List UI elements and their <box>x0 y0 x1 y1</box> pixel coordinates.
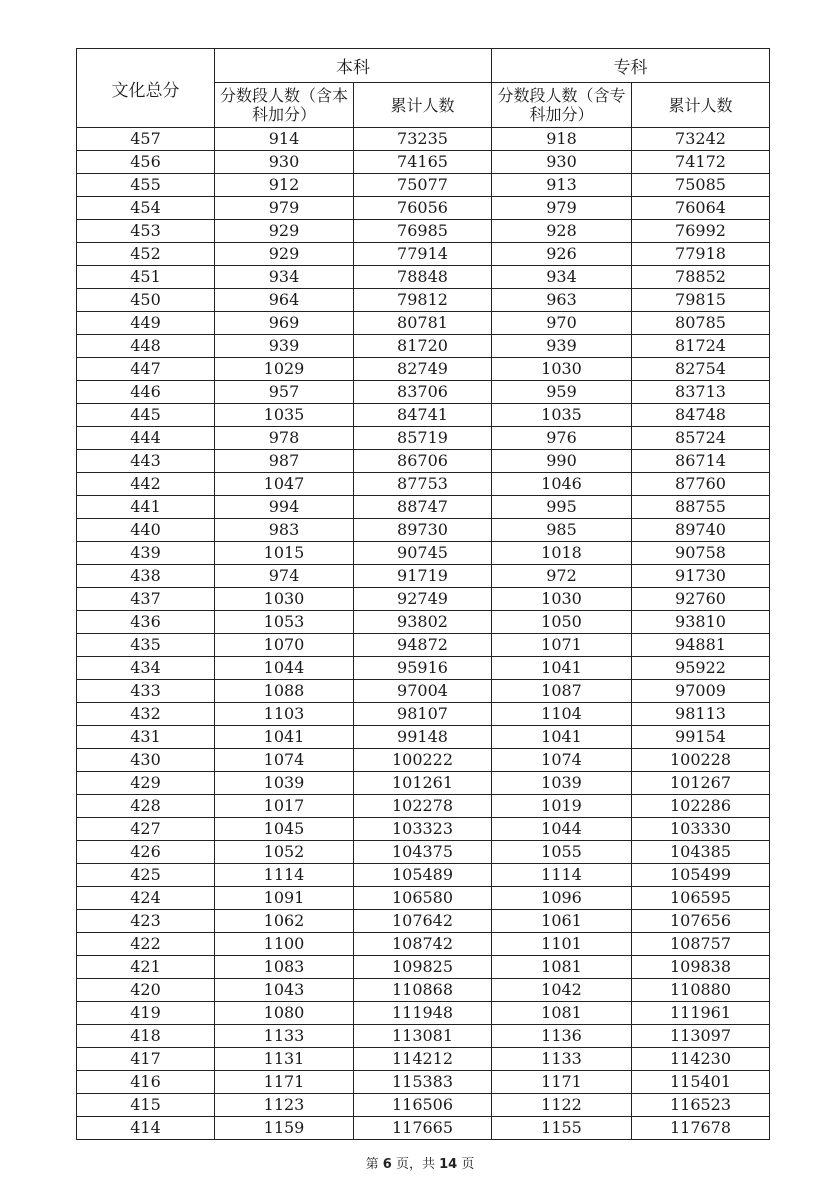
cell-junior-cumulative: 78852 <box>632 266 770 289</box>
cell-junior-segment: 1081 <box>492 956 632 979</box>
score-distribution-table <box>76 48 770 1140</box>
cell-undergrad-cumulative: 83706 <box>354 381 492 404</box>
cell-junior-segment: 930 <box>492 151 632 174</box>
table-row <box>77 657 770 680</box>
cell-undergrad-segment: 1100 <box>215 933 354 956</box>
cell-undergrad-segment: 1114 <box>215 864 354 887</box>
cell-undergrad-cumulative: 117665 <box>354 1117 492 1140</box>
table-row <box>77 519 770 542</box>
cell-junior-cumulative: 92760 <box>632 588 770 611</box>
footer-prefix: 第 <box>365 1157 379 1172</box>
cell-junior-segment: 990 <box>492 450 632 473</box>
cell-junior-cumulative: 76992 <box>632 220 770 243</box>
cell-undergrad-segment: 1103 <box>215 703 354 726</box>
cell-junior-segment: 1136 <box>492 1025 632 1048</box>
cell-total-score: 436 <box>77 611 215 634</box>
table-row <box>77 680 770 703</box>
cell-total-score: 432 <box>77 703 215 726</box>
cell-junior-cumulative: 75085 <box>632 174 770 197</box>
cell-undergrad-segment: 1017 <box>215 795 354 818</box>
cell-undergrad-segment: 1044 <box>215 657 354 680</box>
cell-undergrad-cumulative: 90745 <box>354 542 492 565</box>
cell-total-score: 419 <box>77 1002 215 1025</box>
cell-junior-cumulative: 116523 <box>632 1094 770 1117</box>
cell-undergrad-segment: 987 <box>215 450 354 473</box>
cell-junior-cumulative: 99154 <box>632 726 770 749</box>
table-row <box>77 358 770 381</box>
header-group-junior: 专科 <box>492 49 770 83</box>
cell-junior-cumulative: 106595 <box>632 887 770 910</box>
table-row <box>77 427 770 450</box>
cell-junior-segment: 970 <box>492 312 632 335</box>
cell-junior-cumulative: 97009 <box>632 680 770 703</box>
table-row <box>77 1094 770 1117</box>
cell-total-score: 430 <box>77 749 215 772</box>
table-row <box>77 266 770 289</box>
cell-junior-segment: 1030 <box>492 358 632 381</box>
cell-undergrad-cumulative: 78848 <box>354 266 492 289</box>
cell-junior-segment: 1096 <box>492 887 632 910</box>
cell-total-score: 437 <box>77 588 215 611</box>
cell-undergrad-cumulative: 76985 <box>354 220 492 243</box>
table-row <box>77 128 770 151</box>
table-header <box>77 49 770 128</box>
cell-junior-segment: 1171 <box>492 1071 632 1094</box>
cell-junior-cumulative: 76064 <box>632 197 770 220</box>
cell-junior-segment: 1030 <box>492 588 632 611</box>
cell-undergrad-cumulative: 85719 <box>354 427 492 450</box>
table-row <box>77 243 770 266</box>
table-row <box>77 289 770 312</box>
cell-undergrad-segment: 930 <box>215 151 354 174</box>
table-row <box>77 450 770 473</box>
cell-junior-segment: 979 <box>492 197 632 220</box>
cell-undergrad-segment: 983 <box>215 519 354 542</box>
cell-undergrad-segment: 1088 <box>215 680 354 703</box>
cell-total-score: 446 <box>77 381 215 404</box>
cell-undergrad-segment: 979 <box>215 197 354 220</box>
table-row <box>77 772 770 795</box>
table-row <box>77 197 770 220</box>
cell-undergrad-cumulative: 102278 <box>354 795 492 818</box>
cell-junior-cumulative: 79815 <box>632 289 770 312</box>
cell-junior-cumulative: 107656 <box>632 910 770 933</box>
cell-undergrad-cumulative: 73235 <box>354 128 492 151</box>
table-row <box>77 381 770 404</box>
cell-total-score: 423 <box>77 910 215 933</box>
cell-junior-cumulative: 85724 <box>632 427 770 450</box>
cell-junior-cumulative: 77918 <box>632 243 770 266</box>
cell-undergrad-cumulative: 87753 <box>354 473 492 496</box>
cell-junior-cumulative: 90758 <box>632 542 770 565</box>
cell-junior-cumulative: 104385 <box>632 841 770 864</box>
cell-junior-segment: 1019 <box>492 795 632 818</box>
cell-undergrad-segment: 934 <box>215 266 354 289</box>
cell-junior-segment: 959 <box>492 381 632 404</box>
cell-undergrad-cumulative: 110868 <box>354 979 492 1002</box>
cell-undergrad-cumulative: 108742 <box>354 933 492 956</box>
cell-undergrad-segment: 1043 <box>215 979 354 1002</box>
cell-undergrad-segment: 957 <box>215 381 354 404</box>
cell-undergrad-cumulative: 82749 <box>354 358 492 381</box>
cell-undergrad-segment: 974 <box>215 565 354 588</box>
cell-undergrad-cumulative: 77914 <box>354 243 492 266</box>
table-body <box>77 128 770 1140</box>
cell-total-score: 415 <box>77 1094 215 1117</box>
header-group-undergrad: 本科 <box>215 49 492 83</box>
cell-junior-cumulative: 100228 <box>632 749 770 772</box>
cell-total-score: 428 <box>77 795 215 818</box>
cell-junior-cumulative: 93810 <box>632 611 770 634</box>
table-row <box>77 174 770 197</box>
cell-junior-cumulative: 95922 <box>632 657 770 680</box>
cell-undergrad-cumulative: 113081 <box>354 1025 492 1048</box>
cell-undergrad-segment: 994 <box>215 496 354 519</box>
table-row <box>77 933 770 956</box>
cell-junior-segment: 1155 <box>492 1117 632 1140</box>
table-row <box>77 887 770 910</box>
cell-total-score: 420 <box>77 979 215 1002</box>
footer-page-number: 6 <box>382 1157 392 1172</box>
footer-total-pages: 14 <box>439 1157 458 1172</box>
cell-total-score: 454 <box>77 197 215 220</box>
table-row <box>77 841 770 864</box>
cell-undergrad-cumulative: 81720 <box>354 335 492 358</box>
cell-total-score: 425 <box>77 864 215 887</box>
cell-undergrad-segment: 1029 <box>215 358 354 381</box>
cell-undergrad-cumulative: 86706 <box>354 450 492 473</box>
cell-total-score: 443 <box>77 450 215 473</box>
cell-total-score: 433 <box>77 680 215 703</box>
cell-junior-cumulative: 86714 <box>632 450 770 473</box>
cell-junior-cumulative: 74172 <box>632 151 770 174</box>
cell-junior-segment: 939 <box>492 335 632 358</box>
cell-undergrad-cumulative: 84741 <box>354 404 492 427</box>
cell-junior-segment: 1061 <box>492 910 632 933</box>
cell-junior-cumulative: 108757 <box>632 933 770 956</box>
cell-junior-segment: 1104 <box>492 703 632 726</box>
cell-undergrad-segment: 1035 <box>215 404 354 427</box>
cell-junior-segment: 1133 <box>492 1048 632 1071</box>
cell-undergrad-segment: 1083 <box>215 956 354 979</box>
cell-total-score: 448 <box>77 335 215 358</box>
cell-undergrad-segment: 1133 <box>215 1025 354 1048</box>
table-row <box>77 151 770 174</box>
cell-junior-cumulative: 81724 <box>632 335 770 358</box>
cell-undergrad-cumulative: 99148 <box>354 726 492 749</box>
table-row <box>77 496 770 519</box>
cell-undergrad-segment: 1052 <box>215 841 354 864</box>
cell-total-score: 427 <box>77 818 215 841</box>
cell-junior-segment: 1101 <box>492 933 632 956</box>
cell-junior-segment: 1114 <box>492 864 632 887</box>
cell-total-score: 455 <box>77 174 215 197</box>
cell-junior-cumulative: 113097 <box>632 1025 770 1048</box>
cell-undergrad-cumulative: 109825 <box>354 956 492 979</box>
cell-total-score: 445 <box>77 404 215 427</box>
table-row <box>77 795 770 818</box>
cell-undergrad-segment: 1091 <box>215 887 354 910</box>
cell-total-score: 429 <box>77 772 215 795</box>
header-junior-segment: 分数段人数（含专科加分） <box>492 83 632 128</box>
table-row <box>77 220 770 243</box>
cell-undergrad-cumulative: 111948 <box>354 1002 492 1025</box>
cell-junior-cumulative: 87760 <box>632 473 770 496</box>
cell-junior-cumulative: 91730 <box>632 565 770 588</box>
cell-total-score: 416 <box>77 1071 215 1094</box>
cell-junior-cumulative: 115401 <box>632 1071 770 1094</box>
cell-junior-cumulative: 101267 <box>632 772 770 795</box>
cell-junior-cumulative: 89740 <box>632 519 770 542</box>
table-row <box>77 818 770 841</box>
cell-undergrad-segment: 929 <box>215 220 354 243</box>
table-row <box>77 1117 770 1140</box>
cell-junior-segment: 1018 <box>492 542 632 565</box>
cell-junior-cumulative: 117678 <box>632 1117 770 1140</box>
cell-undergrad-segment: 914 <box>215 128 354 151</box>
table-row <box>77 726 770 749</box>
cell-undergrad-cumulative: 79812 <box>354 289 492 312</box>
cell-junior-cumulative: 80785 <box>632 312 770 335</box>
cell-junior-cumulative: 105499 <box>632 864 770 887</box>
cell-undergrad-cumulative: 74165 <box>354 151 492 174</box>
cell-total-score: 418 <box>77 1025 215 1048</box>
cell-junior-cumulative: 110880 <box>632 979 770 1002</box>
cell-total-score: 440 <box>77 519 215 542</box>
cell-junior-cumulative: 109838 <box>632 956 770 979</box>
cell-junior-segment: 972 <box>492 565 632 588</box>
cell-junior-segment: 995 <box>492 496 632 519</box>
cell-junior-cumulative: 111961 <box>632 1002 770 1025</box>
cell-junior-segment: 1050 <box>492 611 632 634</box>
cell-total-score: 434 <box>77 657 215 680</box>
cell-undergrad-cumulative: 94872 <box>354 634 492 657</box>
cell-undergrad-cumulative: 93802 <box>354 611 492 634</box>
cell-undergrad-segment: 1062 <box>215 910 354 933</box>
cell-undergrad-cumulative: 104375 <box>354 841 492 864</box>
cell-undergrad-segment: 912 <box>215 174 354 197</box>
cell-junior-segment: 1035 <box>492 404 632 427</box>
cell-junior-cumulative: 84748 <box>632 404 770 427</box>
table-row <box>77 1025 770 1048</box>
cell-junior-segment: 928 <box>492 220 632 243</box>
cell-junior-cumulative: 103330 <box>632 818 770 841</box>
table-row <box>77 335 770 358</box>
cell-total-score: 450 <box>77 289 215 312</box>
cell-junior-segment: 976 <box>492 427 632 450</box>
table-row <box>77 1002 770 1025</box>
cell-total-score: 438 <box>77 565 215 588</box>
cell-junior-cumulative: 98113 <box>632 703 770 726</box>
cell-undergrad-cumulative: 92749 <box>354 588 492 611</box>
cell-undergrad-segment: 1080 <box>215 1002 354 1025</box>
cell-undergrad-segment: 1039 <box>215 772 354 795</box>
cell-undergrad-cumulative: 101261 <box>354 772 492 795</box>
table-row <box>77 910 770 933</box>
cell-total-score: 435 <box>77 634 215 657</box>
cell-junior-segment: 913 <box>492 174 632 197</box>
cell-undergrad-cumulative: 100222 <box>354 749 492 772</box>
cell-undergrad-segment: 1015 <box>215 542 354 565</box>
table-row <box>77 312 770 335</box>
cell-undergrad-cumulative: 97004 <box>354 680 492 703</box>
cell-junior-segment: 926 <box>492 243 632 266</box>
cell-total-score: 452 <box>77 243 215 266</box>
cell-junior-cumulative: 88755 <box>632 496 770 519</box>
cell-total-score: 449 <box>77 312 215 335</box>
table-row <box>77 588 770 611</box>
cell-undergrad-segment: 1047 <box>215 473 354 496</box>
cell-undergrad-cumulative: 105489 <box>354 864 492 887</box>
table-row <box>77 864 770 887</box>
cell-junior-segment: 918 <box>492 128 632 151</box>
cell-junior-segment: 1041 <box>492 657 632 680</box>
cell-junior-segment: 1044 <box>492 818 632 841</box>
cell-undergrad-cumulative: 114212 <box>354 1048 492 1071</box>
cell-undergrad-cumulative: 103323 <box>354 818 492 841</box>
table-row <box>77 1048 770 1071</box>
cell-junior-segment: 1041 <box>492 726 632 749</box>
cell-undergrad-segment: 1045 <box>215 818 354 841</box>
table-row <box>77 473 770 496</box>
cell-total-score: 422 <box>77 933 215 956</box>
header-total-score: 文化总分 <box>77 49 215 128</box>
cell-undergrad-segment: 1041 <box>215 726 354 749</box>
cell-undergrad-segment: 1030 <box>215 588 354 611</box>
cell-total-score: 456 <box>77 151 215 174</box>
cell-total-score: 421 <box>77 956 215 979</box>
header-junior-cumulative: 累计人数 <box>632 83 770 128</box>
footer-suffix: 页 <box>461 1157 475 1172</box>
table-row <box>77 404 770 427</box>
cell-undergrad-segment: 1159 <box>215 1117 354 1140</box>
cell-undergrad-segment: 939 <box>215 335 354 358</box>
cell-junior-cumulative: 82754 <box>632 358 770 381</box>
cell-total-score: 444 <box>77 427 215 450</box>
cell-junior-segment: 1055 <box>492 841 632 864</box>
cell-undergrad-cumulative: 75077 <box>354 174 492 197</box>
cell-junior-segment: 1039 <box>492 772 632 795</box>
cell-undergrad-cumulative: 91719 <box>354 565 492 588</box>
cell-junior-segment: 1081 <box>492 1002 632 1025</box>
header-undergrad-cumulative: 累计人数 <box>354 83 492 128</box>
cell-total-score: 457 <box>77 128 215 151</box>
cell-junior-segment: 1074 <box>492 749 632 772</box>
cell-total-score: 439 <box>77 542 215 565</box>
cell-undergrad-segment: 1053 <box>215 611 354 634</box>
cell-junior-segment: 1122 <box>492 1094 632 1117</box>
cell-undergrad-cumulative: 95916 <box>354 657 492 680</box>
cell-total-score: 453 <box>77 220 215 243</box>
cell-undergrad-cumulative: 107642 <box>354 910 492 933</box>
cell-undergrad-segment: 1123 <box>215 1094 354 1117</box>
footer-middle: 页，共 <box>395 1157 435 1172</box>
cell-junior-cumulative: 114230 <box>632 1048 770 1071</box>
cell-total-score: 417 <box>77 1048 215 1071</box>
table-row <box>77 749 770 772</box>
cell-undergrad-cumulative: 115383 <box>354 1071 492 1094</box>
cell-junior-cumulative: 102286 <box>632 795 770 818</box>
cell-undergrad-segment: 1074 <box>215 749 354 772</box>
cell-total-score: 442 <box>77 473 215 496</box>
cell-junior-cumulative: 73242 <box>632 128 770 151</box>
cell-undergrad-segment: 1171 <box>215 1071 354 1094</box>
table-row <box>77 956 770 979</box>
cell-undergrad-segment: 969 <box>215 312 354 335</box>
cell-junior-segment: 934 <box>492 266 632 289</box>
cell-total-score: 431 <box>77 726 215 749</box>
cell-total-score: 414 <box>77 1117 215 1140</box>
table-row <box>77 565 770 588</box>
cell-total-score: 441 <box>77 496 215 519</box>
cell-undergrad-segment: 929 <box>215 243 354 266</box>
cell-undergrad-cumulative: 116506 <box>354 1094 492 1117</box>
cell-junior-cumulative: 94881 <box>632 634 770 657</box>
page-footer <box>0 1153 840 1172</box>
cell-undergrad-cumulative: 76056 <box>354 197 492 220</box>
cell-junior-segment: 985 <box>492 519 632 542</box>
table-row <box>77 634 770 657</box>
cell-junior-segment: 1046 <box>492 473 632 496</box>
table-row <box>77 542 770 565</box>
cell-total-score: 424 <box>77 887 215 910</box>
header-undergrad-segment: 分数段人数（含本科加分） <box>215 83 354 128</box>
cell-junior-segment: 1071 <box>492 634 632 657</box>
cell-junior-segment: 1042 <box>492 979 632 1002</box>
cell-junior-cumulative: 83713 <box>632 381 770 404</box>
cell-undergrad-cumulative: 88747 <box>354 496 492 519</box>
cell-junior-segment: 963 <box>492 289 632 312</box>
cell-undergrad-cumulative: 106580 <box>354 887 492 910</box>
table-row <box>77 611 770 634</box>
table-row <box>77 979 770 1002</box>
cell-undergrad-segment: 964 <box>215 289 354 312</box>
cell-undergrad-segment: 1070 <box>215 634 354 657</box>
table-row <box>77 703 770 726</box>
cell-total-score: 447 <box>77 358 215 381</box>
table-row <box>77 1071 770 1094</box>
cell-junior-segment: 1087 <box>492 680 632 703</box>
cell-undergrad-cumulative: 80781 <box>354 312 492 335</box>
cell-undergrad-cumulative: 89730 <box>354 519 492 542</box>
cell-undergrad-segment: 1131 <box>215 1048 354 1071</box>
cell-total-score: 426 <box>77 841 215 864</box>
cell-undergrad-cumulative: 98107 <box>354 703 492 726</box>
cell-total-score: 451 <box>77 266 215 289</box>
cell-undergrad-segment: 978 <box>215 427 354 450</box>
